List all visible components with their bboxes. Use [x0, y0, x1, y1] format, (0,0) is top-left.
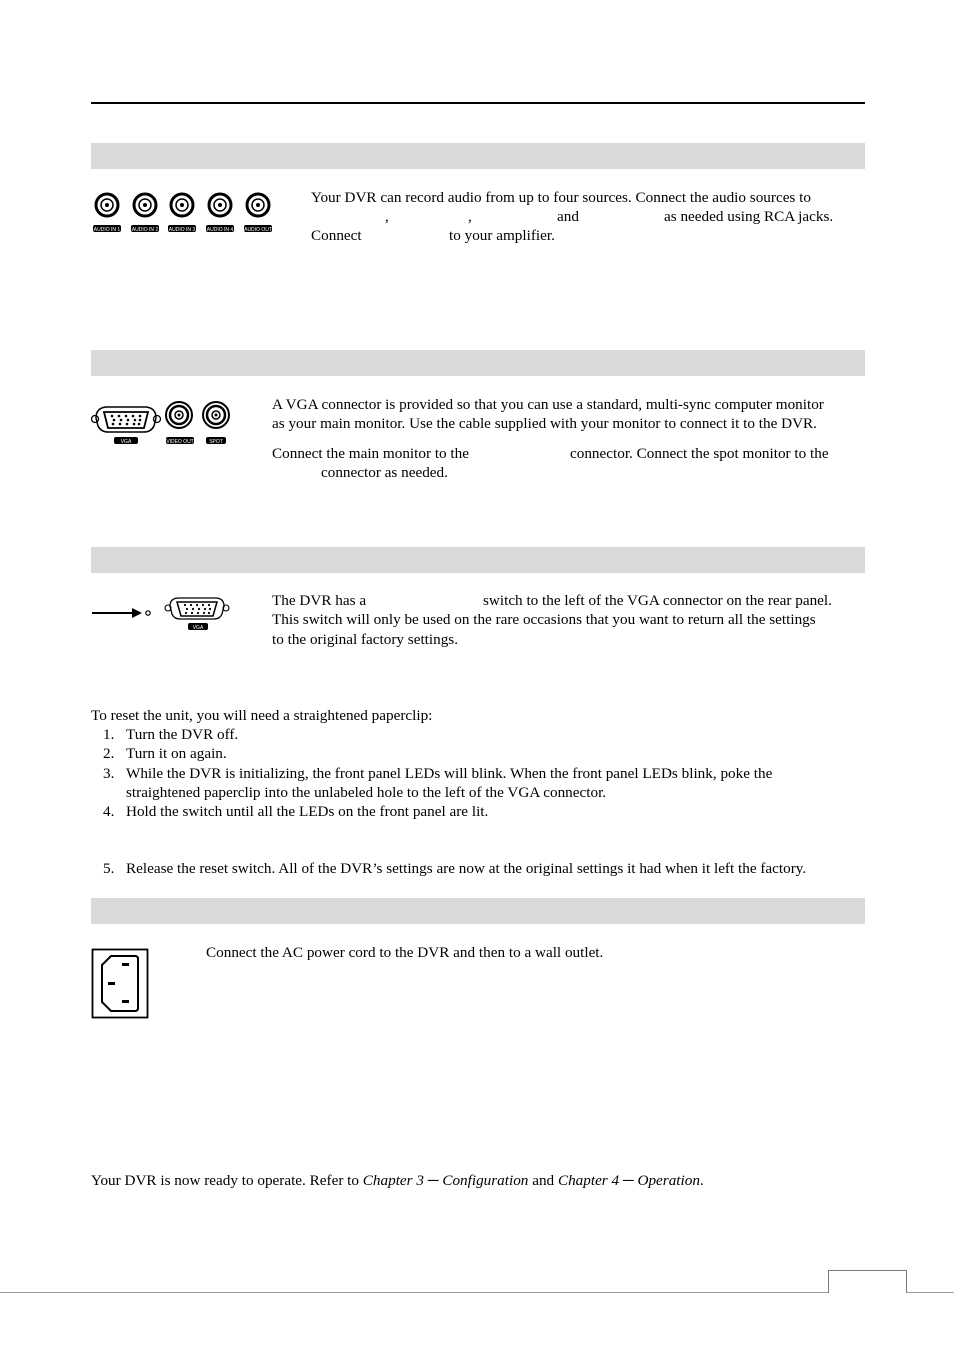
step-number: 3.	[103, 765, 115, 782]
step-number: 4.	[103, 803, 115, 820]
connector-label: VGA	[192, 625, 204, 631]
monitor-text-p2-line2: connector as needed.	[321, 464, 448, 481]
step-text: Turn it on again.	[126, 745, 227, 762]
reset-switch-illustration	[90, 594, 232, 632]
vga-connector-icon	[92, 407, 161, 432]
connector-label: VGA	[120, 439, 132, 445]
audio-jacks-illustration	[90, 190, 275, 236]
audio-text-line1: Your DVR can record audio from up to four sources. Connect the audio sources to	[311, 189, 811, 206]
power-connector-icon	[91, 948, 151, 1021]
jack-label: AUDIO OUT	[244, 227, 272, 233]
bnc-connector-icon	[203, 402, 229, 428]
section-band-audio	[91, 143, 865, 169]
step-text-continued: straightened paperclip into the unlabeled hole to the left of the VGA connector.	[126, 784, 607, 801]
section-band-reset	[91, 547, 865, 573]
section-band-power	[91, 898, 865, 924]
reset-hole-icon	[146, 611, 150, 615]
rca-jack-icon	[247, 194, 269, 216]
jack-label: AUDIO IN 4	[206, 227, 234, 233]
reset-text-line1a: The DVR has a	[272, 592, 367, 609]
and-word: and	[528, 1172, 558, 1189]
reset-intro: To reset the unit, you will need a straightened paperclip:	[91, 707, 433, 724]
bnc-connector-icon	[166, 402, 192, 428]
chapter3-ref: Chapter 3	[362, 1172, 424, 1189]
audio-text-amplifier: to your amplifier.	[449, 227, 555, 244]
closing-paragraph	[91, 1171, 704, 1190]
jack-label: AUDIO IN 1	[93, 227, 121, 233]
step-text: Hold the switch until all the LEDs on the front panel are lit.	[126, 803, 489, 820]
header-rule	[91, 102, 865, 104]
step-text: While the DVR is initializing, the front panel LEDs will blink. When the front panel LEDs blink, poke the	[126, 765, 773, 782]
rca-jack-icon	[134, 194, 156, 216]
rca-jack-icon	[209, 194, 231, 216]
step-number: 5.	[103, 860, 115, 877]
power-text: Connect the AC power cord to the DVR and then to a wall outlet.	[206, 944, 604, 961]
reset-text-line3: to the original factory settings.	[272, 631, 459, 648]
page-number-tab	[828, 1270, 907, 1293]
audio-text-and: and	[557, 208, 579, 225]
monitor-text-p1-line2: as your main monitor. Use the cable supplied with your monitor to connect it to the DVR.	[272, 415, 817, 432]
connector-label: VIDEO OUT	[166, 439, 194, 445]
connector-label: SPOT	[209, 439, 223, 445]
step-text: Release the reset switch. All of the DVR’s settings are now at the original settings it had when it left the factory.	[126, 860, 807, 877]
audio-text-comma2: ,	[468, 208, 472, 225]
monitor-text-p2-line1b: connector. Connect the spot monitor to the	[570, 445, 829, 462]
arrow-right-icon	[92, 608, 142, 618]
reset-text-line1b: switch to the left of the VGA connector on the rear panel.	[483, 592, 832, 609]
configuration-ref: Configuration	[442, 1172, 529, 1189]
monitor-text-p2-line1a: Connect the main monitor to the	[272, 445, 469, 462]
dash: ─	[619, 1172, 638, 1189]
operation-ref: Operation	[637, 1172, 700, 1189]
reset-text-line2: This switch will only be used on the rare occasions that you want to return all the settings	[272, 611, 816, 628]
dash: ─	[423, 1172, 443, 1189]
audio-text-line2-end: as needed using RCA jacks.	[664, 208, 834, 225]
section-band-monitor	[91, 350, 865, 376]
period: .	[699, 1172, 704, 1189]
step-number: 2.	[103, 745, 115, 762]
rca-jack-icon	[96, 194, 118, 216]
step-text: Turn the DVR off.	[126, 726, 239, 743]
monitor-text-p1-line1: A VGA connector is provided so that you can use a standard, multi-sync computer monitor	[272, 396, 824, 413]
chapter4-ref: Chapter 4	[557, 1172, 620, 1189]
vga-connector-icon	[165, 598, 229, 619]
step-number: 1.	[103, 726, 115, 743]
audio-text-connect: Connect	[311, 227, 362, 244]
closing-lead: Your DVR is now ready to operate. Refer to	[91, 1172, 363, 1189]
jack-label: AUDIO IN 3	[168, 227, 196, 233]
audio-text-comma1: ,	[385, 208, 389, 225]
footer-rule	[0, 1292, 954, 1293]
rca-jack-icon	[171, 194, 193, 216]
jack-label: AUDIO IN 2	[131, 227, 159, 233]
monitor-connectors-illustration	[90, 398, 235, 448]
